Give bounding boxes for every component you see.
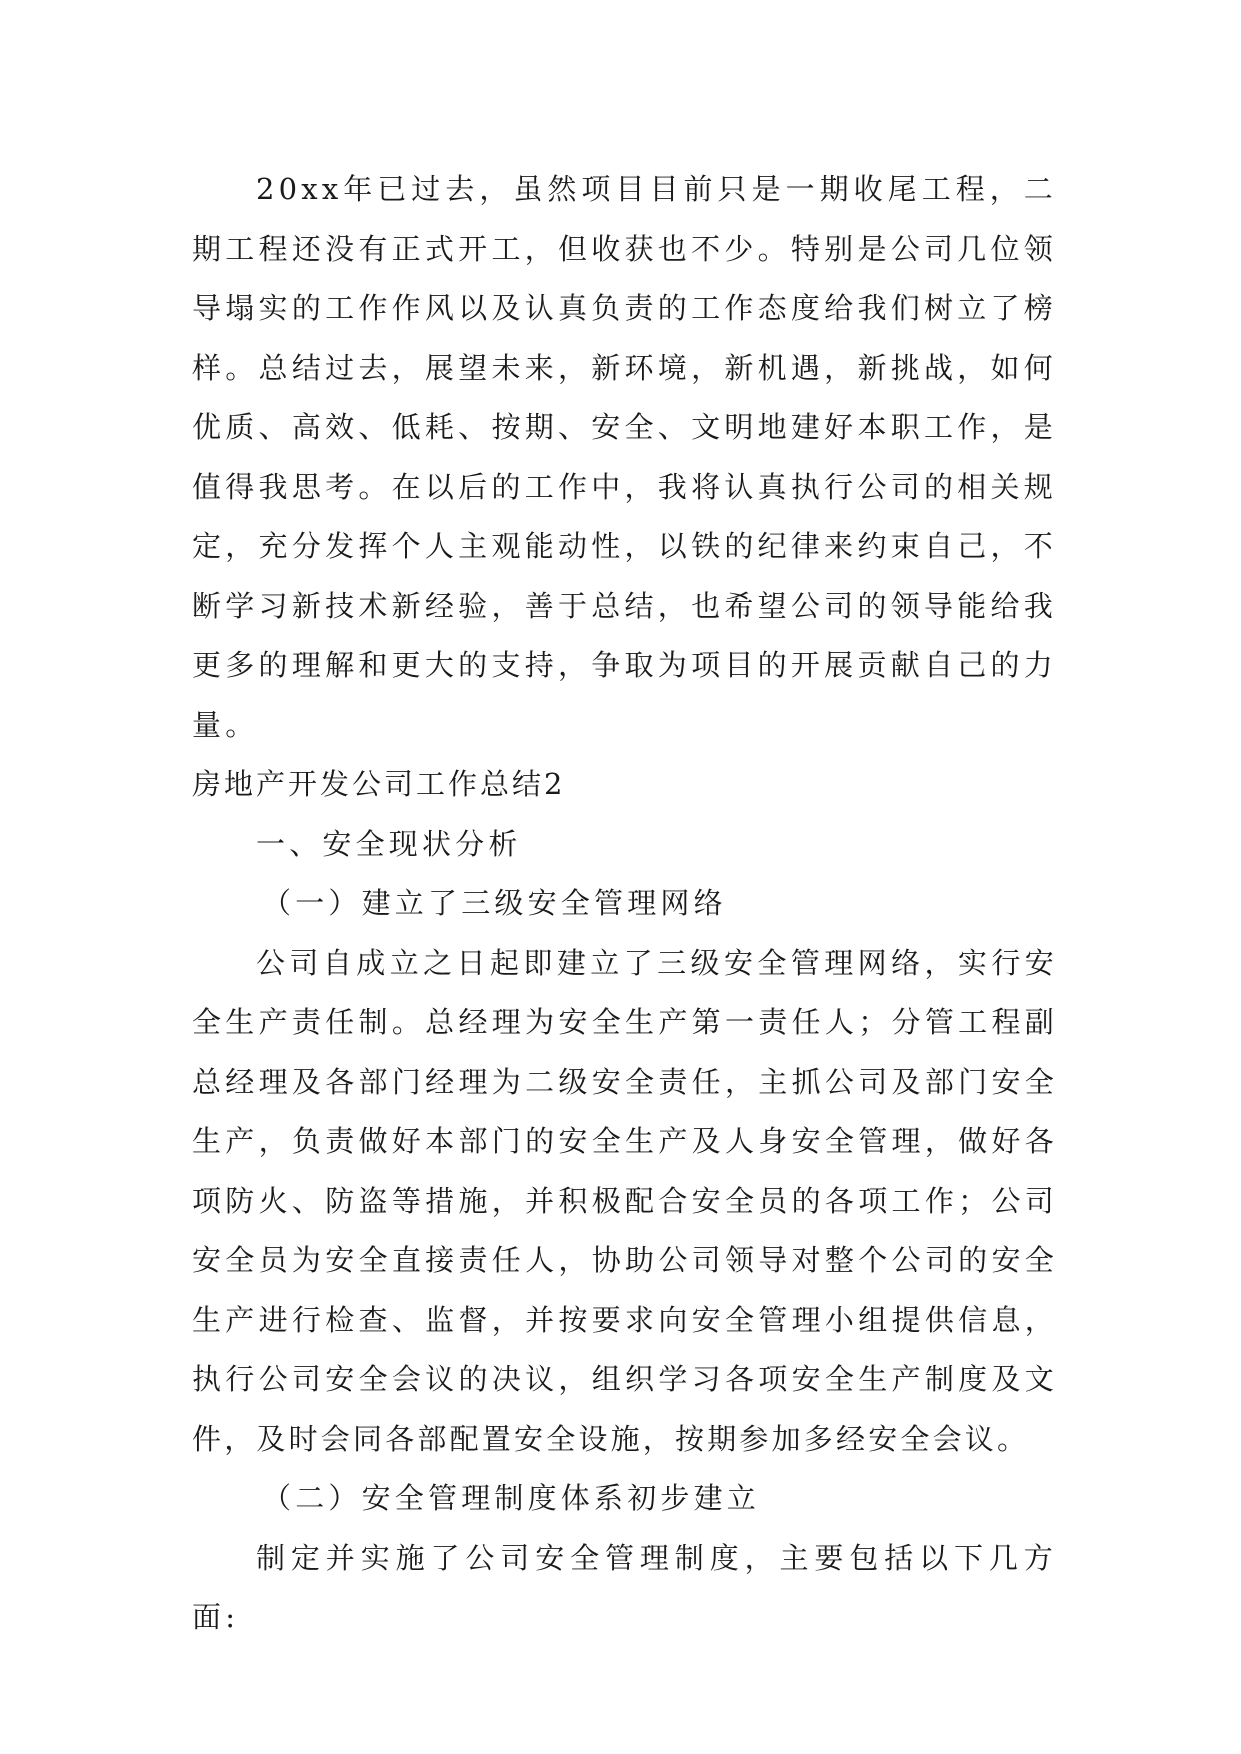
subsection-heading: （二）安全管理制度体系初步建立	[262, 1481, 761, 1515]
intro-paragraph: 20xx年已过去，虽然项目目前只是一期收尾工程，二期工程还没有正式开工，但收获也不少。特别是公司几位领导塌实的工作作风以及认真负责的工作态度给我们树立了榜样。总结过去，展望未来，新环境，新机遇，新挑战，如何优质、高效、低耗、按期、安全、文明地建好本职工作，是值得我思考。在以后的工作中，我将认真执行公司的相关规定，充分发挥个人主观能动性，以铁的纪律来约束自己，不断学习新技术新经验，善于总结，也希望公司的领导能给我更多的理解和更大的支持，争取为项目的开展贡献自己的力量。	[192, 172, 1057, 742]
subsection-heading: （一）建立了三级安全管理网络	[262, 886, 727, 920]
body-paragraph: 公司自成立之日起即建立了三级安全管理网络，实行安全生产责任制。总经理为安全生产第一责任人；分管工程副总经理及各部门经理为二级安全责任，主抓公司及部门安全生产，负责做好本部门的安全生产及人身安全管理，做好各项防火、防盗等措施，并积极配合安全员的各项工作；公司安全员为安全直接责任人，协助公司领导对整个公司的安全生产进行检查、监督，并按要求向安全管理小组提供信息，执行公司安全会议的决议，组织学习各项安全生产制度及文件，及时会同各部配置安全设施，按期参加多经安全会议。	[192, 945, 1057, 1456]
section-heading: 一、安全现状分析	[256, 826, 522, 861]
document-body	[192, 160, 1057, 1648]
document-title: 房地产开发公司工作总结2	[192, 767, 566, 801]
body-paragraph: 制定并实施了公司安全管理制度，主要包括以下几方面:	[192, 1540, 1057, 1634]
